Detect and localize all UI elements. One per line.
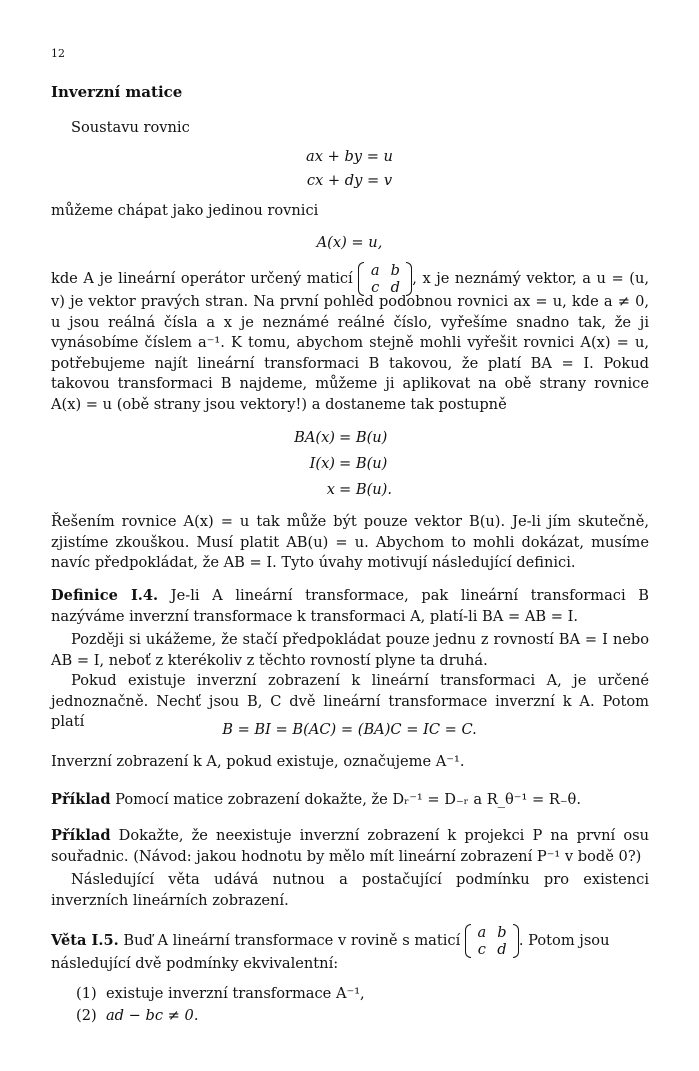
derivation-lhs: BA(x) (294, 429, 335, 446)
equation-system (0, 147, 699, 195)
paragraph-3: Později si ukážeme, že stačí předpokládat pouze jednu z rovností BA = I nebo AB = I, neboť z kterékoliv z těchto rovností plyne ta druhá. (51, 631, 649, 669)
example-1 (51, 790, 649, 811)
example-2 (51, 826, 649, 867)
conditions-list (76, 984, 365, 1028)
equation-line: ax + by = u (306, 148, 393, 165)
coefficient-matrix: a b c d (358, 262, 412, 296)
definition (51, 586, 649, 627)
section-title: Inverzní matice (51, 83, 183, 101)
single-eq-intro: můžeme chápat jako jedinou rovnici (51, 202, 319, 219)
paragraph-6: Následující věta udává nutnou a postačující podmínku pro existenci inverzních lineárních zobrazení. (51, 871, 649, 909)
derivation-lhs: I(x) (309, 455, 335, 472)
para1-part1: kde A je lineární operátor určený maticí (51, 270, 353, 287)
single-equation: A(x) = u, (316, 234, 383, 251)
equation-line: cx + dy = v (306, 172, 393, 189)
paragraph-5: Inverzní zobrazení k A, pokud existuje, označujeme A⁻¹. (51, 753, 465, 770)
para1-rest: je vektor pravých stran. Na první pohled podobnou rovnici ax = u, kde a ≠ 0, u jsou reálná čísla a x je neznámé reálné číslo, vyřešíme snadno tak, že ji vynásobíme číslem a⁻¹. K tomu, abychom stejně mohli vyřešit rovnici A(x) = u, potřebujeme najít lineární transformaci B takovou, že platí BA = I. Pokud takovou transformaci B najdeme, můžeme ji aplikovat na obě strany rovnice A(x) = u (obě strany jsou vektory!) a dostaneme tak postupně (51, 293, 649, 413)
example-label: Příklad (51, 791, 111, 808)
list-item: (1) existuje inverzní transformace A⁻¹, (76, 985, 365, 1002)
derivation-lhs: x (326, 481, 335, 498)
theorem-part2: . Potom jsou (518, 932, 610, 949)
paragraph-4: Pokud existuje inverzní zobrazení k lineární transformaci A, je určené jednoznačně. Nechť jsou B, C dvě lineární transformace inverzní k A. Potom platí (51, 672, 649, 730)
definition-text: Je-li A lineární transformace, pak lineární transformaci B nazýváme inverzní transformace k transformaci A, platí-li BA = AB = I. (51, 587, 650, 625)
page-number: 12 (51, 47, 65, 60)
theorem-label: Věta I.5. (51, 932, 119, 949)
definition-label: Definice I.4. (51, 587, 159, 604)
paragraph-2: Řešením rovnice A(x) = u tak může být pouze vektor B(u). Je-li jím skutečně, zjistíme zkouškou. Musí platit AB(u) = u. Abychom to mohli dokázat, musíme navíc předpokládat, že AB = I. Tyto úvahy motivují následující definici. (51, 513, 649, 571)
theorem-matrix: a b c d (465, 924, 519, 958)
paragraph-1 (51, 262, 650, 415)
example-text: Pomocí matice zobrazení dokažte, že Dᵣ⁻¹ = D₋ᵣ a R_θ⁻¹ = R₋θ. (110, 791, 581, 808)
derivation-rhs: = B(u) (339, 455, 388, 472)
theorem (51, 924, 649, 975)
theorem-part1: Buď A lineární transformace v rovině s maticí (118, 932, 461, 949)
example-text: Dokažte, že neexistuje inverzní zobrazení k projekci P na první osu souřadnic. (Návod: jakou hodnotu by mělo mít lineární zobrazení P⁻¹ v bodě 0?) (51, 827, 649, 865)
uniqueness-equation: B = BI = B(AC) = (BA)C = IC = C. (222, 721, 477, 738)
intro-text: Soustavu rovnic (71, 119, 190, 136)
derivation-rhs: = B(u). (339, 481, 393, 498)
derivation-rhs: = B(u) (339, 429, 388, 446)
list-item: (2) ad − bc ≠ 0. (76, 1007, 199, 1024)
theorem-rest: následující dvě podmínky ekvivalentní: (51, 955, 339, 972)
para1-part2: , x je neznámý vektor, a u = (u, v) (51, 270, 650, 310)
example-label: Příklad (51, 827, 111, 844)
